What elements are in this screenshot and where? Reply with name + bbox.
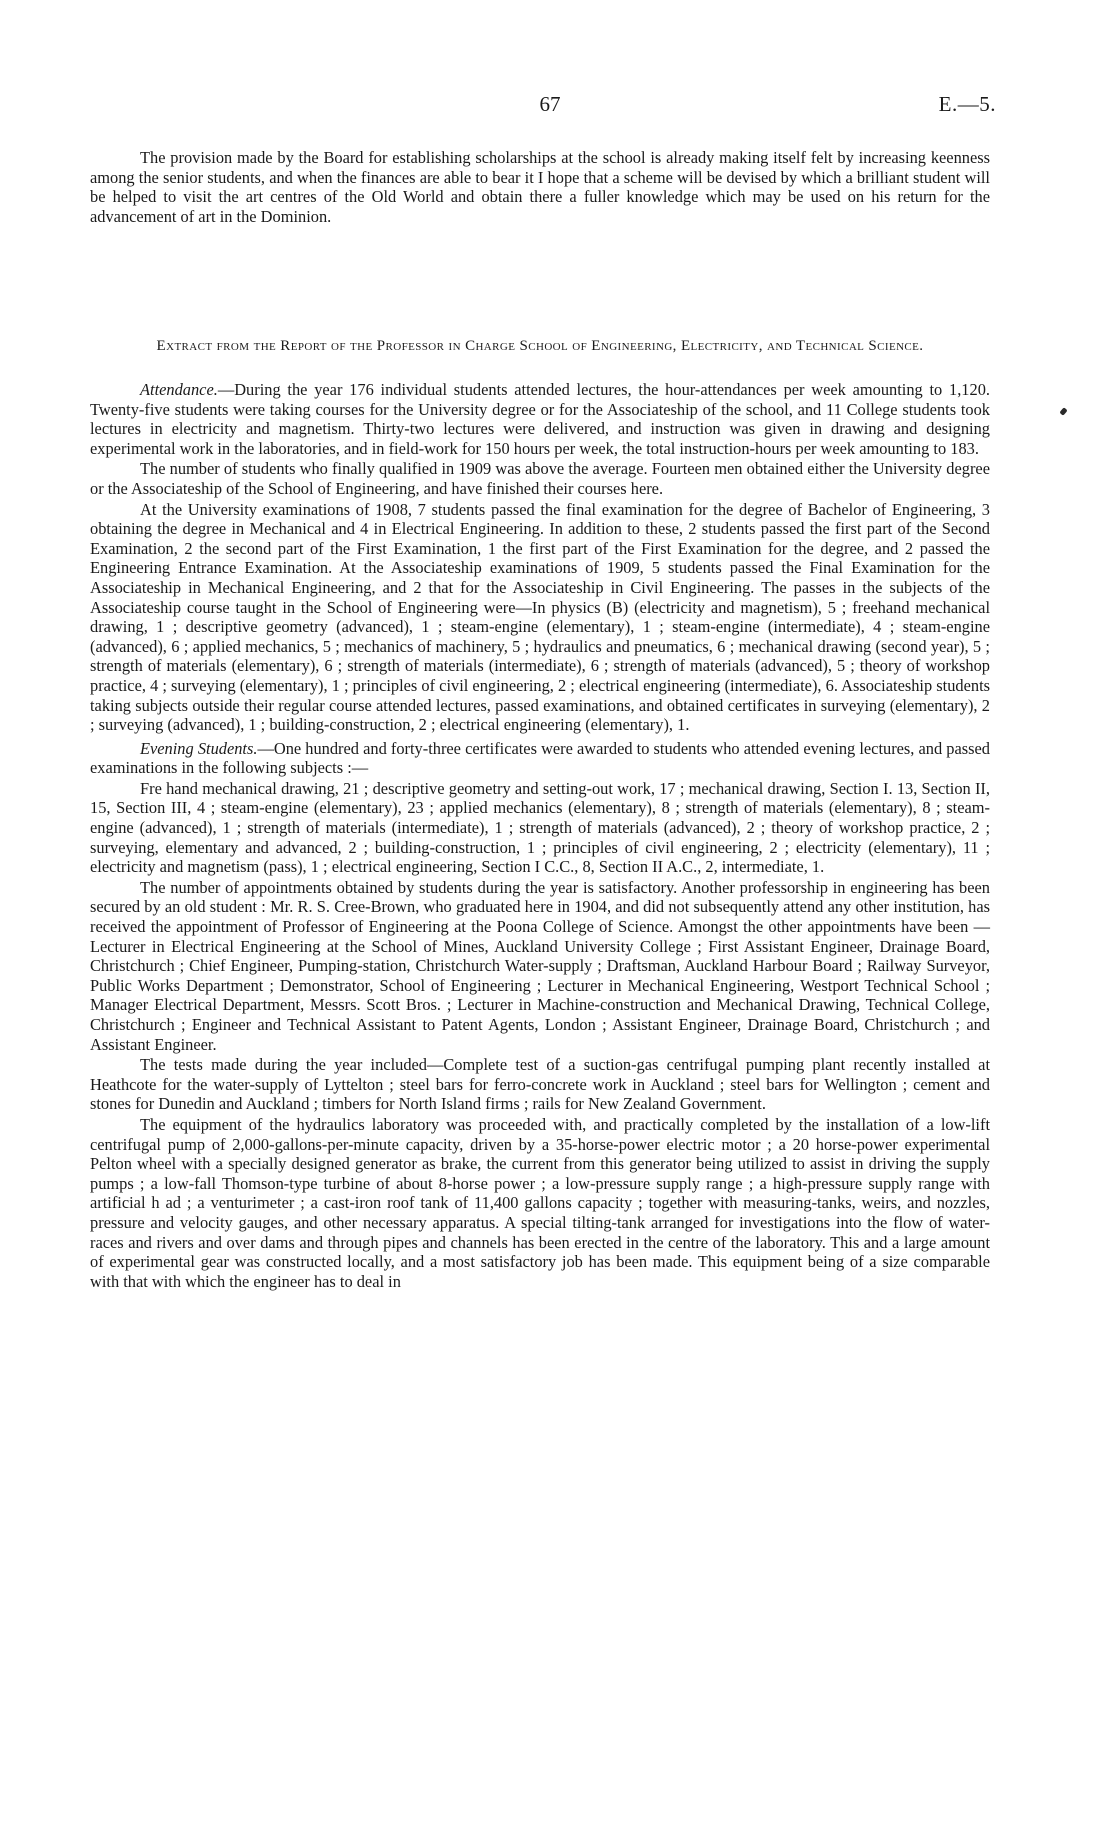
intro-paragraph: The provision made by the Board for establishing scholarships at the school is already making itself felt by increasing keenness among the senior students, and when the finances are able to bear it I hope that a scheme will be devised by which a brilliant student will be helped to visit the art centres of the Old World and obtain there a fuller knowledge which may be used on his return for the advancement of art in the Dominion.	[90, 148, 990, 226]
attendance-paragraph	[90, 380, 990, 458]
attendance-text: —During the year 176 individual students attended lectures, the hour-attendances per week amounting to 1,120. Twenty-five students were taking courses for the University degree or for the Associateship of the school, and 11 College students took lectures in electricity and magnetism. Thirty-two lectures were delivered, and instruction was given in drawing and designing experimental work in the laboratories, and in field-work for 150 hours per week, the total instruction-hours per week amounting to 183.	[90, 380, 990, 458]
evening-students-paragraph	[90, 739, 990, 778]
qualified-paragraph: The number of students who finally qualified in 1909 was above the average. Fourteen men obtained either the University degree or the Associateship of the School of Engineering, and have finished their courses here.	[90, 459, 990, 498]
evening-students-lead: Evening Students.	[140, 738, 258, 758]
page-number: 67	[539, 92, 561, 116]
evening-subjects-paragraph: Fre hand mechanical drawing, 21 ; descriptive geometry and setting-out work, 17 ; mechanical drawing, Section I. 13, Section II, 15, Section III, 4 ; steam-engine (elementary), 23 ; applied mechanics (elementary), 8 ; strength of materials (elementary), 8 ; steam-engine (advanced), 1 ; strength of materials (intermediate), 1 ; strength of materials (advanced), 2 ; theory of workshop practice, 2 ; surveying, elementary and advanced, 2 ; building-construction, 1 ; principles of civil engineering, 2 ; electricity (elementary), 11 ; electricity and magnetism (pass), 1 ; electrical engineering, Section I C.C., 8, Section II A.C., 2, intermediate, 1.	[90, 778, 990, 877]
attendance-lead: Attendance.	[140, 380, 218, 399]
intro-section	[90, 148, 990, 226]
report-code: E.—5.	[938, 92, 996, 116]
report-body	[90, 380, 990, 1292]
evening-students-text: —One hundred and forty-three certificates were awarded to students who attended evening lectures, and passed examinations in the following subjects :—	[90, 738, 990, 778]
equipment-paragraph: The equipment of the hydraulics laboratory was proceeded with, and practically completed by the installation of a low-lift centrifugal pump of 2,000-gallons-per-minute capacity, driven by a 35-horse-power electric motor ; a 20 horse-power experimental Pelton wheel with a specially designed generator as brake, the current from this generator being utilized to assist in driving the supply pumps ; a low-fall Thomson-type turbine of about 8-horse power ; a low-pressure supply range ; a high-pressure supply range with artificial h ad ; a venturimeter ; a cast-iron roof tank of 11,400 gallons capacity ; together with measuring-tanks, weirs, and nozzles, pressure and velocity gauges, and other necessary apparatus. A special tilting-tank arranged for investigations into the flow of water-races and rivers and over dams and through pipes and channels has been erected in the centre of the laboratory. This and a large amount of experimental gear was constructed locally, and a most satisfactory job has been made. This equipment being of a size comparable with that with which the engineer has to deal in	[90, 1114, 990, 1291]
ink-speck	[1059, 407, 1067, 416]
page-header	[0, 92, 1114, 126]
tests-paragraph: The tests made during the year included—Complete test of a suction-gas centrifugal pumping plant recently installed at Heathcote for the water-supply of Lyttelton ; steel bars for ferro-concrete work in Auckland ; steel bars for Wellington ; cement and stones for Dunedin and Auckland ; timbers for North Island firms ; rails for New Zealand Government.	[90, 1055, 990, 1114]
appointments-paragraph: The number of appointments obtained by students during the year is satisfactory. Another professorship in engineering has been secured by an old student : Mr. R. S. Cree-Brown, who graduated here in 1904, and did not subsequently attend any other institution, has received the appointment of Professor of Engineering at the Poona College of Science. Amongst the other appointments have been —Lecturer in Electrical Engineering at the School of Mines, Auckland University College ; First Assistant Engineer, Drainage Board, Christchurch ; Chief Engineer, Pumping-station, Christchurch Water-supply ; Draftsman, Auckland Harbour Board ; Railway Surveyor, Public Works Department ; Demonstrator, School of Engineering ; Lecturer in Mechanical Engineering, Westport Technical School ; Manager Electrical Department, Messrs. Scott Bros. ; Lecturer in Machine-construction and Mechanical Drawing, Technical College, Christchurch ; Engineer and Technical Assistant to Patent Agents, London ; Assistant Engineer, Drainage Board, Christchurch ; and Assistant Engineer.	[90, 877, 990, 1054]
examinations-paragraph: At the University examinations of 1908, 7 students passed the final examination for the degree of Bachelor of Engineering, 3 obtaining the degree in Mechanical and 4 in Electrical Engineering. In addition to these, 2 students passed the first part of the Second Examination, 2 the second part of the First Examination, 1 the first part of the First Examination for the degree, and 2 passed the Engineering Entrance Examination. At the Associateship examinations of 1909, 5 students passed the Final Examination for the Associateship in Mechanical Engineering, and 2 that for the Associateship in Civil Engineering. The passes in the subjects of the Associateship course taught in the School of Engineering were—In physics (B) (electricity and magnetism), 5 ; freehand mechanical drawing, 1 ; descriptive geometry (advanced), 1 ; steam-engine (elementary), 1 ; steam-engine (intermediate), 4 ; steam-engine (advanced), 6 ; applied mechanics, 5 ; mechanics of machinery, 5 ; hydraulics and pneumatics, 6 ; mechanical drawing (second year), 5 ; strength of materials (elementary), 6 ; strength of materials (intermediate), 6 ; strength of materials (advanced), 5 ; theory of workshop practice, 4 ; surveying (elementary), 1 ; principles of civil engineering, 2 ; electrical engineering (intermediate), 6. Associateship students taking subjects outside their regular course attended lectures, passed examinations, and obtained certificates in surveying (elementary), 2 ; surveying (advanced), 1 ; building-construction, 2 ; electrical engineering (elementary), 1.	[90, 499, 990, 735]
section-heading: Extract from the Report of the Professor in Charge School of Engineering, Electricity, and Technical Science.	[156, 338, 924, 354]
